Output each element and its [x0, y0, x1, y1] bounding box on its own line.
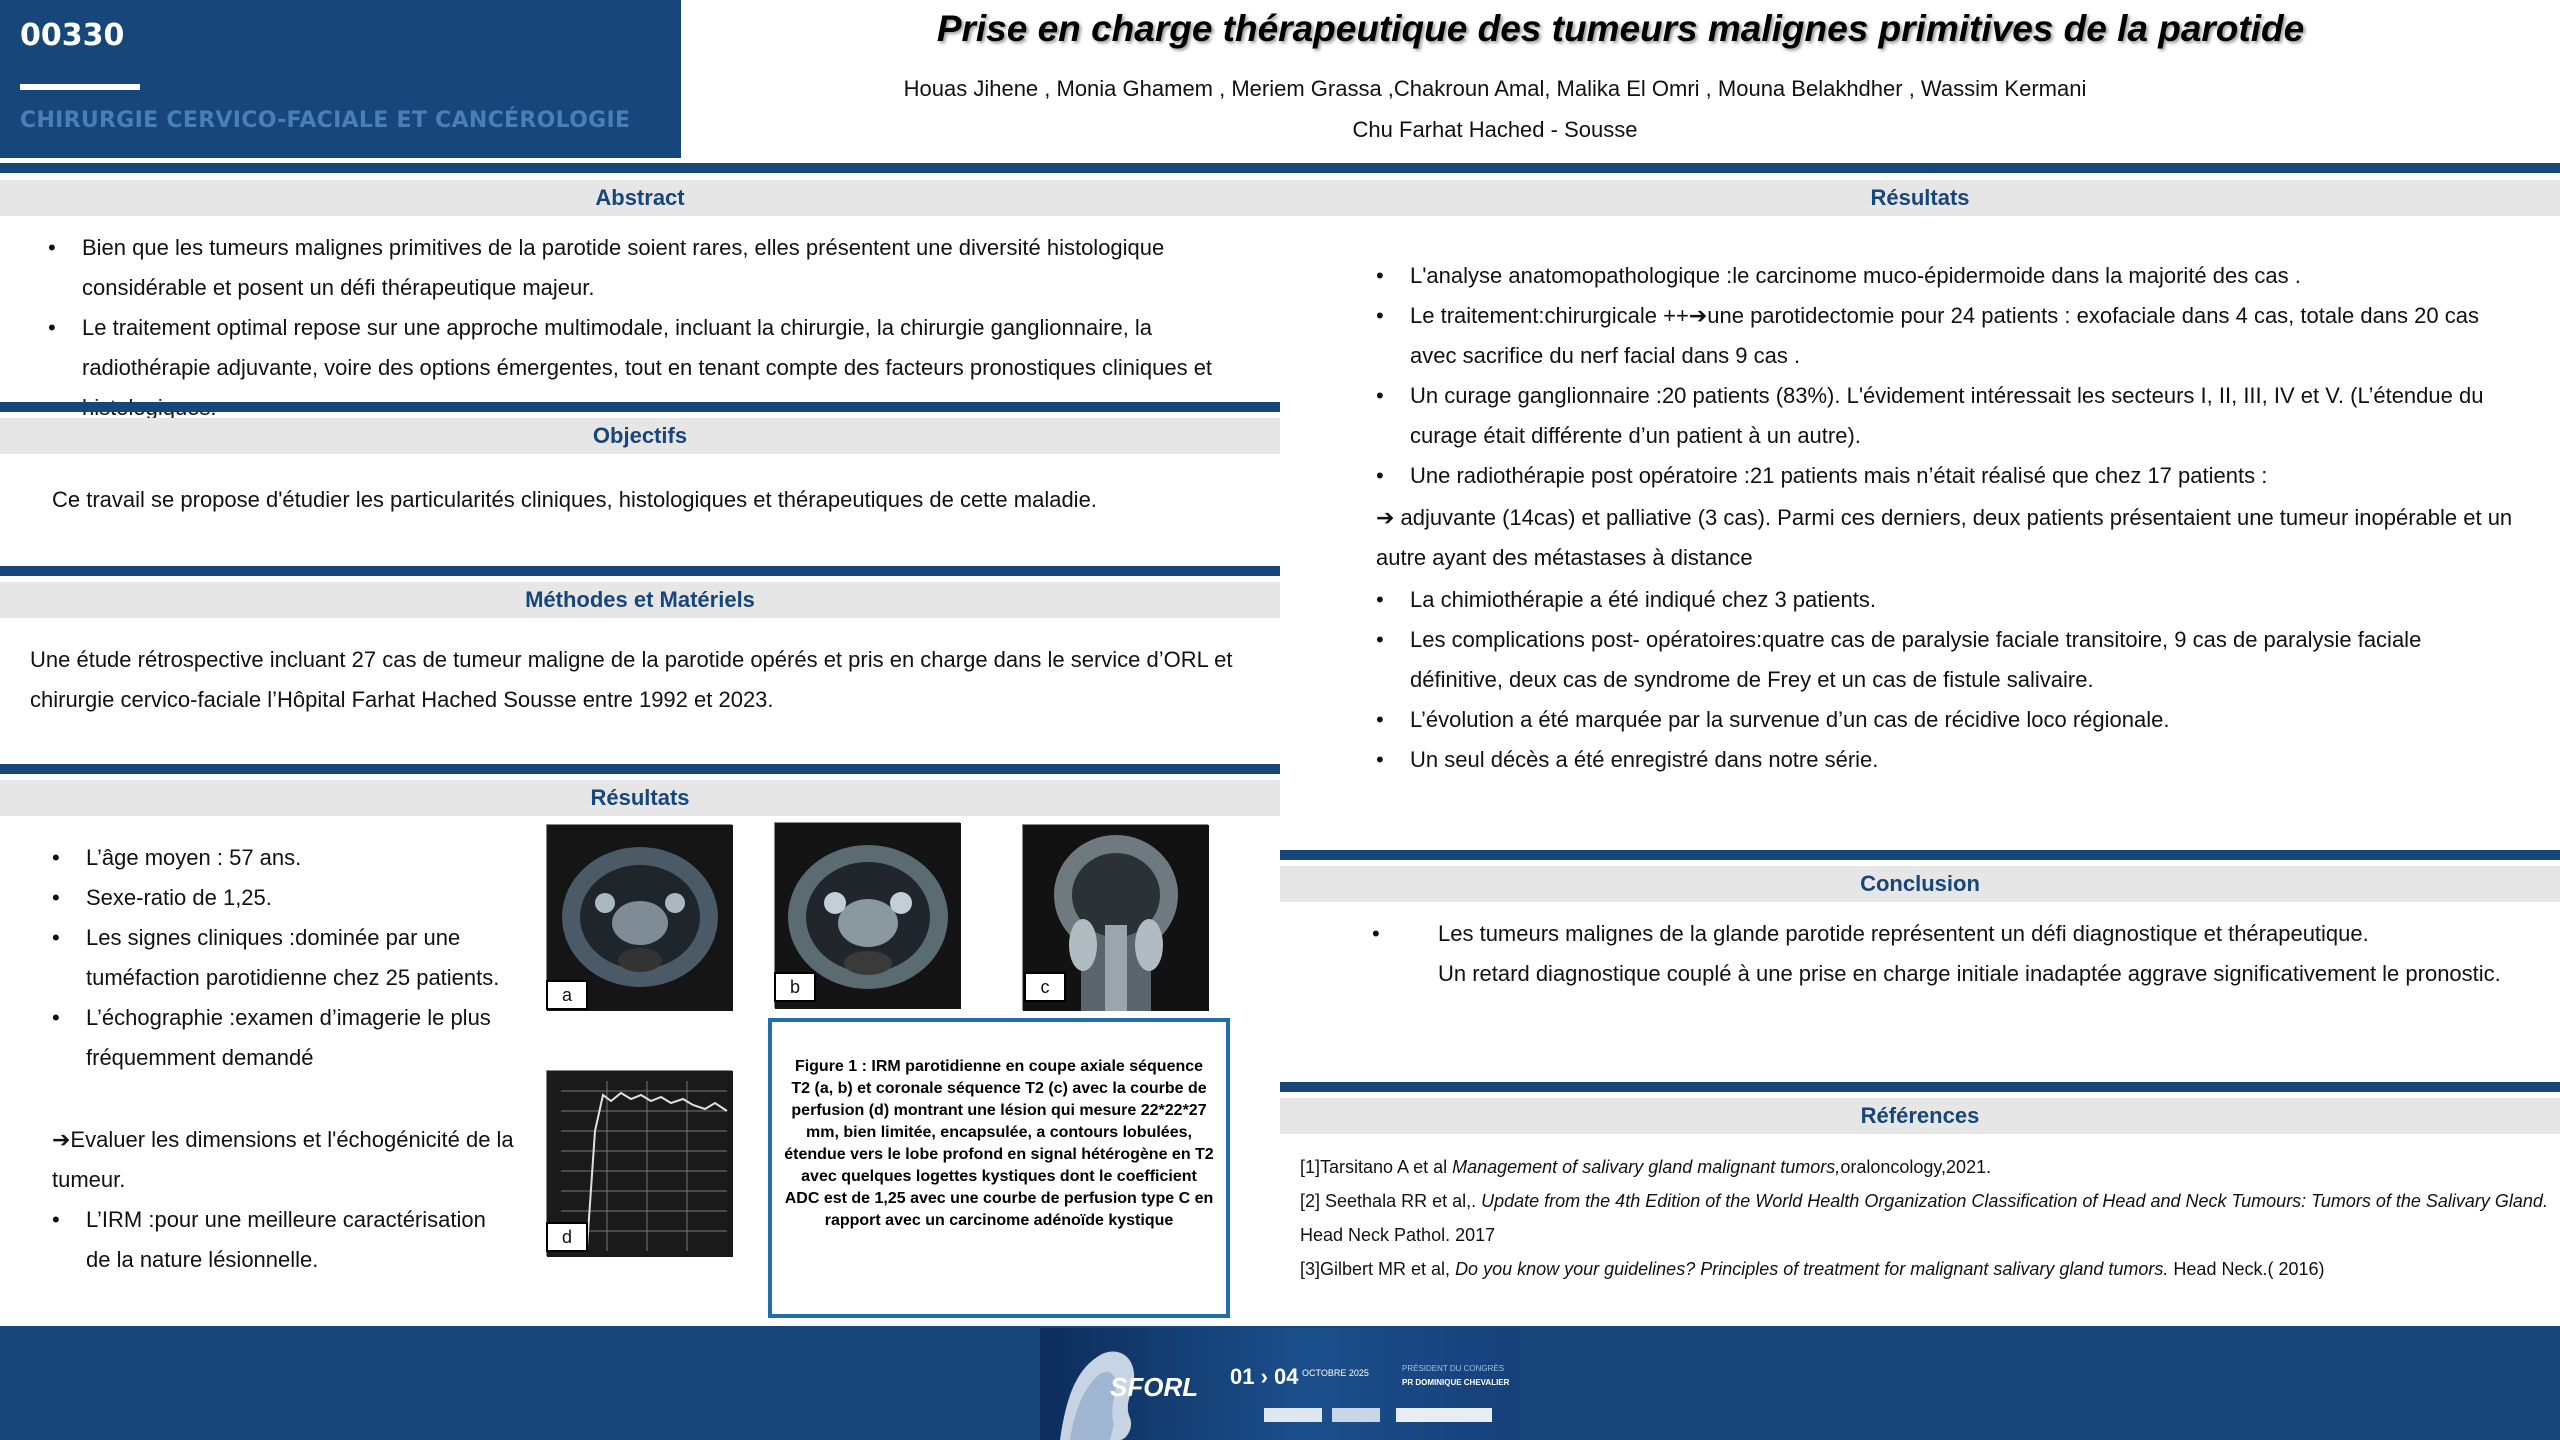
mri-label-d: d [546, 1222, 588, 1252]
resultats-right-item: • Les complications post- opératoires:quatre cas de paralysie faciale transitoire, 9 cas de paralysie faciale définitive, deux cas de syndrome de Frey et un cas de fistule salivaire. [1376, 620, 2516, 700]
reference-2: [2] Seethala RR et al,. Update from the 4th Edition of the World Health Organization Classification of Head and Neck Tumours: Tumors of the Salivary Gland. Head Neck Pathol. 2017 [1300, 1191, 2548, 1245]
figure-caption: Figure 1 : IRM parotidienne en coupe axiale séquence T2 (a, b) et coronale séquence T2 (c) avec la courbe de perfusion (d) montrant une lésion qui mesure 22*22*27 mm, bien limitée, encapsulée, a contours lobulées, étendue vers le lobe profond en signal hétérogène en T2 avec quelques logettes kystiques dont le coefficient ADC est de 1,25 avec une courbe de perfusion type C en rapport avec un carcinome adénoïde kystique [784, 1058, 1214, 1229]
references-list [1300, 1150, 2550, 1286]
header-divider [0, 163, 2560, 173]
resultats-right-body [1376, 256, 2516, 496]
congress-dates: 01 › 04 [1230, 1364, 1299, 1389]
affiliation: Chu Farhat Hached - Sousse [1352, 117, 1638, 142]
references-heading: Références [1280, 1098, 2560, 1134]
resultats-right-item: • Une radiothérapie post opératoire :21 patients mais n’était réalisé que chez 17 patients : [1376, 456, 2516, 496]
mri-label-c: c [1024, 972, 1066, 1002]
abstract-heading: Abstract [0, 180, 1280, 216]
resultats-right-arrow-line: ➔ adjuvante (14cas) et palliative (3 cas). Parmi ces derniers, deux patients présentaient une tumeur inopérable et un autre ayant des métastases à distance [1376, 505, 2513, 570]
sponsor-logo [1264, 1408, 1322, 1422]
authors: Houas Jihene , Monia Ghamem , Meriem Grassa ,Chakroun Amal, Malika El Omri , Mouna Belakhdher , Wassim Kermani [903, 76, 2087, 101]
abstract-item: • Bien que les tumeurs malignes primitives de la parotide soient rares, elles présentent une diversité histologique considérable et posent un défi thérapeutique majeur. [48, 228, 1248, 308]
header-box [0, 0, 681, 158]
conclusion-text [1438, 914, 2528, 994]
resultats-right-item: • Un curage ganglionnaire :20 patients (83%). L'évidement intéressait les secteurs I, II, III, IV et V. (L’étendue du curage était différente d’un patient à un autre). [1376, 376, 2516, 456]
conclusion-line-2: Un retard diagnostique couplé à une prise en charge initiale inadaptée aggrave significativement le pronostic. [1438, 961, 2501, 986]
mri-label-b: b [774, 972, 816, 1002]
president-name: PR DOMINIQUE CHEVALIER [1402, 1378, 1510, 1387]
resultats-right-item: • La chimiothérapie a été indiqué chez 3 patients. [1376, 580, 2516, 620]
conclusion-heading: Conclusion [1280, 866, 2560, 902]
poster-title: Prise en charge thérapeutique des tumeurs malignes primitives de la parotide [936, 8, 2305, 49]
resultats-left-item: • Sexe-ratio de 1,25. [52, 878, 512, 918]
abstract-item: • Le traitement optimal repose sur une approche multimodale, incluant la chirurgie, la chirurgie ganglionnaire, la radiothérapie adjuvante, voire des options émergentes, tout en tenant compte des facteurs pronostiques cliniques et [48, 308, 1248, 428]
resultats-left-arrow-line: ➔Evaluer les dimensions et l'échogénicité de la tumeur. [52, 1127, 514, 1192]
methodes-divider [0, 566, 1280, 576]
resultats-right-heading: Résultats [1280, 180, 2560, 216]
conclusion-bullet: • [1372, 921, 1380, 946]
sforl-logo: SFORL [1110, 1372, 1199, 1402]
resultats-right-item: • Un seul décès a été enregistré dans notre série. [1376, 740, 2516, 780]
figure-caption-box [768, 1018, 1230, 1318]
resultats-right-item: • L'analyse anatomopathologique :le carcinome muco-épidermoide dans la majorité des cas . [1376, 256, 2516, 296]
methodes-heading: Méthodes et Matériels [0, 582, 1280, 618]
specialty-label: CHIRURGIE CERVICO-FACIALE ET CANCÉROLOGIE [20, 108, 631, 133]
sponsor-logo [1332, 1408, 1380, 1422]
references-divider [1280, 1082, 2560, 1092]
abstract-body [48, 228, 1248, 400]
mri-label-a: a [546, 980, 588, 1010]
objectifs-heading: Objectifs [0, 418, 1280, 454]
congress-banner [1040, 1328, 1520, 1440]
resultats-left-divider [0, 764, 1280, 774]
president-label: PRÉSIDENT DU CONGRÈS [1402, 1364, 1505, 1373]
resultats-right-item: • L’évolution a été marquée par la survenue d’un cas de récidive loco régionale. [1376, 700, 2516, 740]
resultats-left-item: • L’âge moyen : 57 ans. [52, 838, 512, 878]
resultats-right-body-2 [1376, 580, 2516, 780]
sponsor-logo [1396, 1408, 1492, 1422]
objectifs-divider [0, 402, 1280, 412]
resultats-left-item: • L’échographie :examen d’imagerie le plus fréquemment demandé [52, 998, 512, 1078]
resultats-left-item: • Les signes cliniques :dominée par une tuméfaction parotidienne chez 25 patients. [52, 918, 512, 998]
resultats-right-item: • Le traitement:chirurgicale ++➔une parotidectomie pour 24 patients : exofaciale dans 4 cas, totale dans 20 cas avec sacrifice du nerf facial dans 9 cas . [1376, 296, 2516, 376]
objectifs-text: Ce travail se propose d'étudier les particularités cliniques, histologiques et thérapeutiques de cette maladie. [52, 487, 1097, 512]
resultats-left-heading: Résultats [0, 780, 1280, 816]
reference-3: [3]Gilbert MR et al, Do you know your guidelines? Principles of treatment for malignant salivary gland tumors. Head Neck.( 2016) [1300, 1259, 2325, 1279]
reference-1: [1]Tarsitano A et al Management of salivary gland malignant tumors,oraloncology,2021. [1300, 1157, 1992, 1177]
conclusion-line-1: Les tumeurs malignes de la glande parotide représentent un défi diagnostique et thérapeutique. [1438, 921, 2369, 946]
conclusion-divider [1280, 850, 2560, 860]
resultats-left-body [52, 838, 512, 1078]
methodes-text: Une étude rétrospective incluant 27 cas de tumeur maligne de la parotide opérés et pris en charge dans le service d’ORL et chirurgie cervico-faciale l’Hôpital Farhat Hached Sousse entre 1992 et 2023. [30, 647, 1233, 712]
poster-id: 00330 [20, 18, 125, 53]
resultats-left-body-2 [52, 1200, 512, 1280]
resultats-left-item: • L’IRM :pour une meilleure caractérisation de la nature lésionnelle. [52, 1200, 512, 1280]
poster-id-divider [20, 84, 140, 90]
congress-month: OCTOBRE 2025 [1302, 1368, 1369, 1378]
